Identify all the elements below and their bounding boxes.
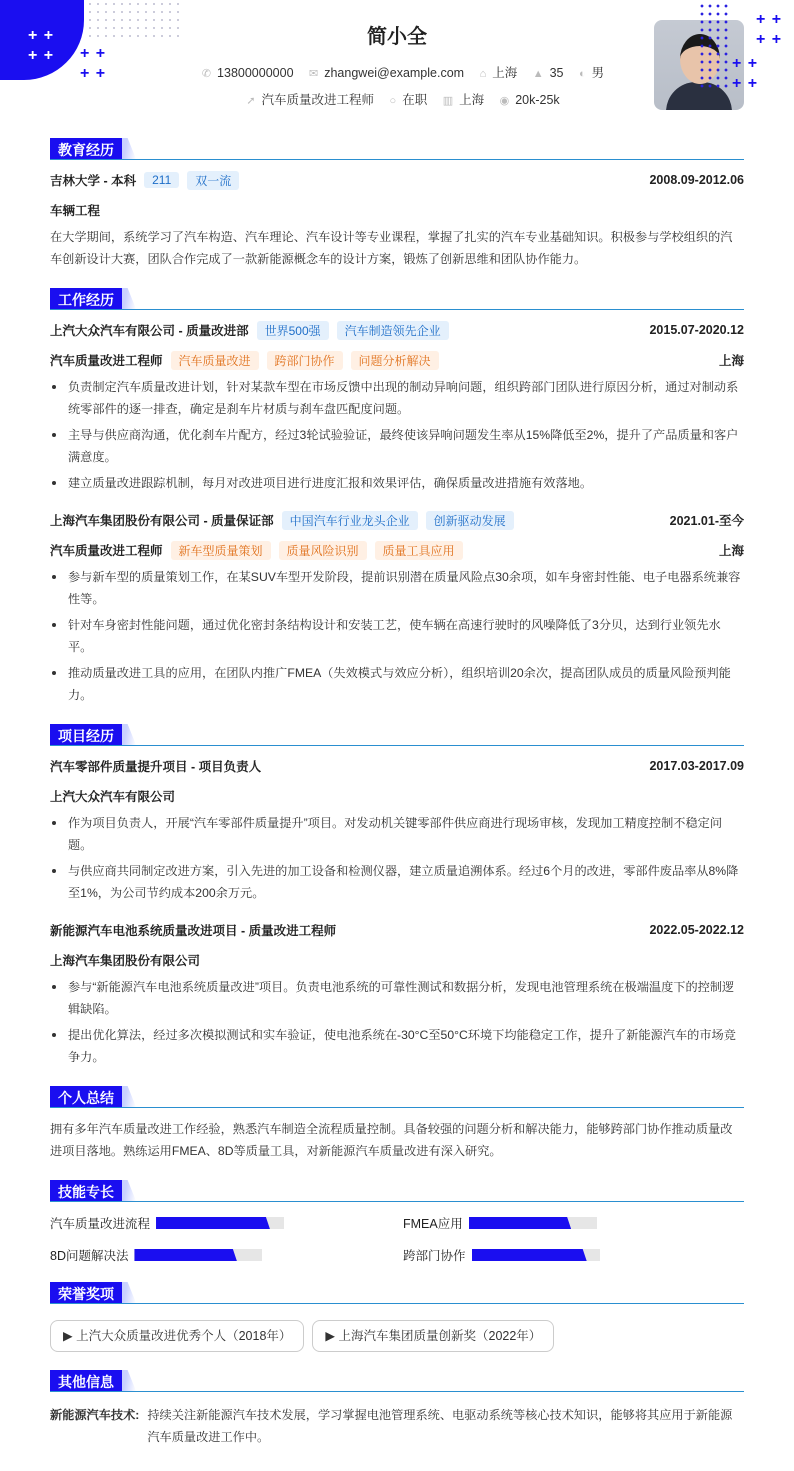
skill-name: FMEA应用 [403, 1217, 463, 1231]
decor-dots [698, 2, 730, 92]
awards-list [50, 1320, 744, 1352]
project-org: 上海汽车集团股份有限公司 [50, 954, 201, 968]
mail-icon: ✉ [309, 68, 319, 80]
education-desc: 在大学期间，系统学习了汽车构造、汽车理论、汽车设计等专业课程，掌握了扎实的汽车专业基础知识。积极参与学校组织的汽车创新设计大赛，团队合作完成了一款新能源概念车的设计方案，锻炼了创新思维和团队协作能力。 [50, 230, 733, 266]
decor-plus: + + + + [80, 45, 106, 82]
project-name: 汽车零部件质量提升项目 - 项目负责人 [50, 760, 262, 774]
work-header [50, 510, 744, 530]
skill-bar [472, 1249, 600, 1261]
company: 上海汽车集团股份有限公司 - 质量保证部 [50, 514, 274, 528]
date: 2008.09-2012.06 [649, 173, 744, 187]
date: 2017.03-2017.09 [649, 759, 744, 773]
status-icon: ○ [389, 95, 397, 107]
list-item: 负责制定汽车质量改进计划，针对某款车型在市场反馈中出现的制动异响问题，组织跨部门团队进行原因分析，通过对制动系统零部件的逐一排查，确定是刹车片材质与刹车盘匹配度问题。 [50, 376, 744, 420]
skill-bar-fill [134, 1249, 236, 1261]
work-header [50, 320, 744, 340]
skill-bar [134, 1249, 262, 1261]
skill-tag: 问题分析解决 [351, 351, 439, 370]
project-header [50, 920, 744, 940]
skill-tag: 跨部门协作 [267, 351, 343, 370]
contact-line [130, 63, 664, 81]
other-label: 新能源汽车技术: [50, 1408, 140, 1422]
skill-tag: 新车型质量策划 [171, 541, 271, 560]
tag: 汽车制造领先企业 [337, 321, 449, 340]
section-title: 技能专长 [50, 1180, 122, 1201]
section-other [50, 1370, 744, 1392]
section-skills [50, 1180, 744, 1202]
list-item: 参与“新能源汽车电池系统质量改进”项目。负责电池系统的可靠性测试和数据分析，发现电池管理系统在极端温度下的控制逻辑缺陷。 [50, 976, 744, 1020]
job-title: 汽车质量改进工程师 [261, 93, 375, 107]
job-status: 在职 [402, 93, 428, 107]
date: 2021.01-至今 [669, 514, 744, 528]
section-projects [50, 724, 744, 746]
section-title: 教育经历 [50, 138, 122, 159]
other-info [50, 1404, 744, 1448]
skill-name: 跨部门协作 [403, 1249, 466, 1263]
decor-plus: + + + + [756, 11, 782, 48]
role: 汽车质量改进工程师 [50, 544, 163, 558]
award-text: 上海汽车集团质量创新奖（2022年） [338, 1329, 542, 1343]
skill-name: 8D问题解决法 [50, 1249, 129, 1263]
award-item [50, 1320, 304, 1352]
tag: 中国汽车行业龙头企业 [282, 511, 418, 530]
skill-bar-fill [469, 1217, 571, 1229]
resume-body [50, 138, 744, 1458]
list-item: 提出优化算法，经过多次模拟测试和实车验证，使电池系统在-30°C至50°C环境下均能稳定工作，提升了新能源汽车的市场竞争力。 [50, 1024, 744, 1068]
work-role [50, 350, 744, 370]
section-title: 工作经历 [50, 288, 122, 309]
building-icon: ▥ [442, 95, 454, 107]
tag: 创新驱动发展 [426, 511, 514, 530]
home-icon: ⌂ [479, 68, 487, 80]
work-city: 上海 [459, 93, 485, 107]
skill-bar [469, 1217, 597, 1229]
section-summary [50, 1086, 744, 1108]
section-title: 荣誉奖项 [50, 1282, 122, 1303]
skill-bar-fill [472, 1249, 587, 1261]
tag: 世界500强 [257, 321, 329, 340]
award-item [312, 1320, 554, 1352]
list-item: 针对车身密封性能问题，通过优化密封条结构设计和安装工艺，使车辆在高速行驶时的风噪降低了3分贝，达到行业领先水平。 [50, 614, 744, 658]
school: 吉林大学 - 本科 [50, 174, 137, 188]
project-org: 上汽大众汽车有限公司 [50, 790, 176, 804]
age-icon: ▲ [532, 68, 544, 80]
city: 上海 [718, 354, 744, 368]
list-item: 作为项目负责人，开展“汽车零部件质量提升”项目。对发动机关键零部件供应商进行现场审核，发现加工精度控制不稳定问题。 [50, 812, 744, 856]
gender-icon: ◐ [579, 68, 586, 80]
list-item: 建立质量改进跟踪机制，每月对改进项目进行进度汇报和效果评估，确保质量改进措施有效落地。 [50, 472, 744, 494]
skill-name: 汽车质量改进流程 [50, 1217, 151, 1231]
list-item: 主导与供应商沟通，优化刹车片配方，经过3轮试验验证，最终使该异响问题发生率从15%降低至2%，提升了产品质量和客户满意度。 [50, 424, 744, 468]
candidate-name: 简小全 [367, 26, 427, 48]
section-title: 其他信息 [50, 1370, 122, 1391]
skill-item [403, 1246, 744, 1264]
send-icon: ➚ [246, 95, 256, 107]
education-header [50, 170, 744, 190]
decor-plus: + + + + [28, 27, 54, 64]
skill-item [403, 1214, 744, 1232]
award-text: 上汽大众质量改进优秀个人（2018年） [76, 1329, 292, 1343]
list-item: 参与新车型的质量策划工作，在某SUV车型开发阶段，提前识别潜在质量风险点30余项，如车身密封性能、电子电器系统兼容性等。 [50, 566, 744, 610]
salary-icon: ◉ [499, 95, 510, 107]
triangle-icon: ▶ [325, 1329, 339, 1343]
age: 35 [549, 66, 564, 80]
work-role [50, 540, 744, 560]
other-text: 持续关注新能源汽车技术发展，学习掌握电池管理系统、电驱动系统等核心技术知识，能够将其应用于新能源汽车质量改进工作中。 [147, 1408, 733, 1444]
skill-item [50, 1246, 403, 1264]
date: 2015.07-2020.12 [649, 323, 744, 337]
skills-grid [50, 1214, 744, 1264]
job-line [130, 90, 664, 108]
skill-bar-fill [156, 1217, 270, 1229]
summary-text: 拥有多年汽车质量改进工作经验，熟悉汽车制造全流程质量控制。具备较强的问题分析和解决能力，能够跨部门协作推动质量改进项目落地。熟练运用FMEA、8D等质量工具，对新能源汽车质量改进有深入研究。 [50, 1122, 733, 1158]
company: 上汽大众汽车有限公司 - 质量改进部 [50, 324, 249, 338]
section-awards [50, 1282, 744, 1304]
skill-bar [156, 1217, 284, 1229]
decor-plus: + + + + [732, 55, 758, 92]
gender: 男 [591, 66, 605, 80]
email: zhangwei@example.com [324, 66, 465, 80]
section-title: 项目经历 [50, 724, 122, 745]
section-education [50, 138, 744, 160]
tag: 双一流 [187, 171, 239, 190]
section-title: 个人总结 [50, 1086, 122, 1107]
section-work [50, 288, 744, 310]
list-item: 推动质量改进工具的应用，在团队内推广FMEA（失效模式与效应分析），组织培训20余次，提高团队成员的质量风险预判能力。 [50, 662, 744, 706]
tag: 211 [144, 172, 179, 188]
salary: 20k-25k [515, 93, 560, 107]
skill-tag: 汽车质量改进 [171, 351, 259, 370]
skill-tag: 质量工具应用 [375, 541, 463, 560]
city: 上海 [492, 66, 518, 80]
role: 汽车质量改进工程师 [50, 354, 163, 368]
skill-tag: 质量风险识别 [279, 541, 367, 560]
phone-icon: ✆ [201, 68, 212, 80]
list-item: 与供应商共同制定改进方案，引入先进的加工设备和检测仪器，建立质量追溯体系。经过6个月的改进，零部件废品率从8%降至1%，为公司节约成本200余万元。 [50, 860, 744, 904]
project-name: 新能源汽车电池系统质量改进项目 - 质量改进工程师 [50, 924, 337, 938]
major: 车辆工程 [50, 204, 101, 218]
triangle-icon: ▶ [63, 1329, 77, 1343]
skill-item [50, 1214, 403, 1232]
phone: 13800000000 [217, 66, 294, 80]
city: 上海 [718, 544, 744, 558]
project-header [50, 756, 744, 776]
date: 2022.05-2022.12 [649, 923, 744, 937]
